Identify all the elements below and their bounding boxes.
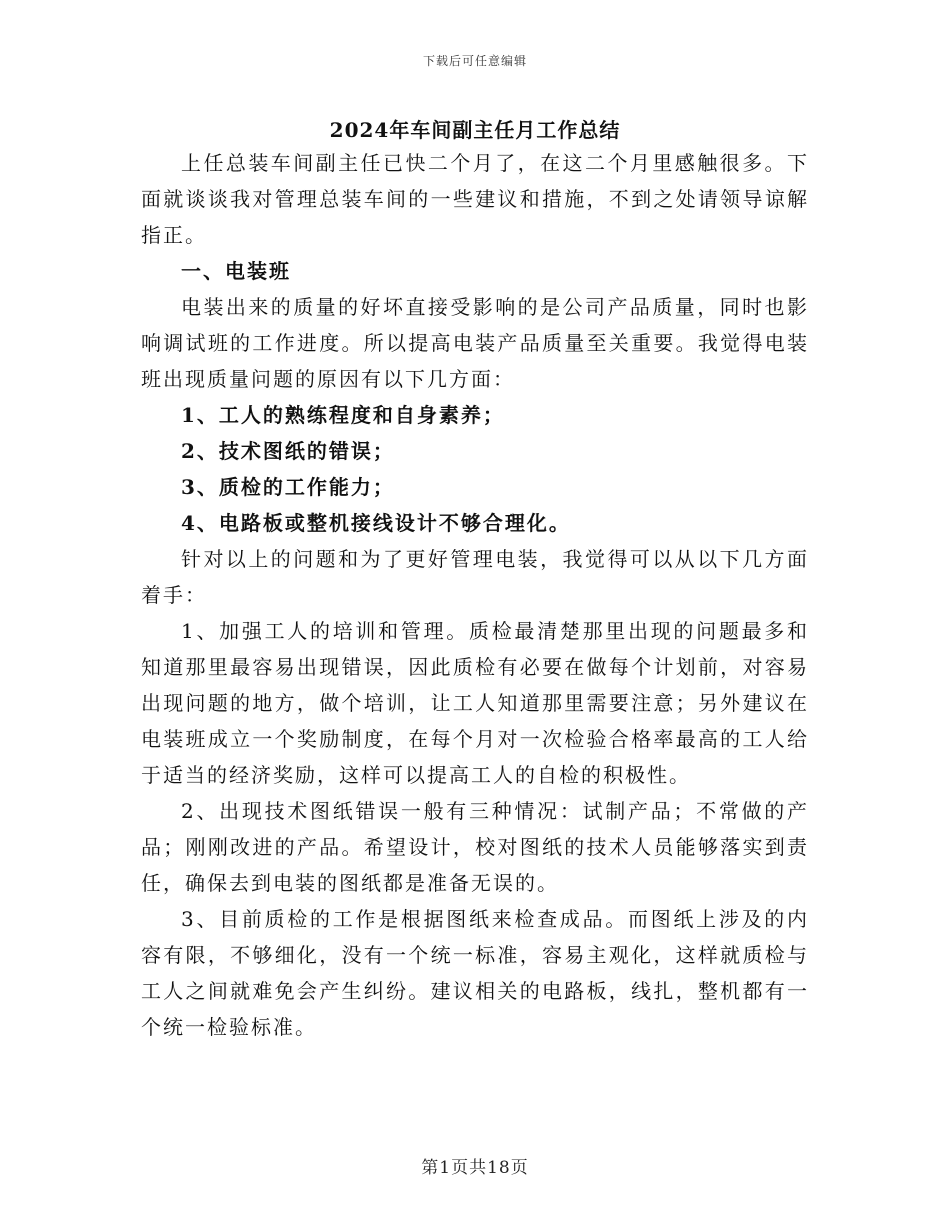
measure-item-2: 2、出现技术图纸错误一般有三种情况：试制产品；不常做的产品；刚刚改进的产品。希望设计，校对图纸的技术人员能够落实到责任，确保去到电装的图纸都是准备无误的。 (141, 799, 809, 895)
cause-item-2: 2、技术图纸的错误； (181, 439, 395, 463)
cause-item-3: 3、质检的工作能力； (181, 475, 395, 499)
paragraph-quality-impact: 电装出来的质量的好坏直接受影响的是公司产品质量，同时也影响调试班的工作进度。所以提高电装产品质量至关重要。我觉得电装班出现质量问题的原因有以下几方面： (141, 295, 809, 391)
document-title: 2024年车间副主任月工作总结 (329, 118, 621, 142)
cause-item-1: 1、工人的熟练程度和自身素养； (181, 403, 505, 427)
measure-item-3: 3、目前质检的工作是根据图纸来检查成品。而图纸上涉及的内容有限，不够细化，没有一个统一标准，容易主观化，这样就质检与工人之间就难免会产生纠纷。建议相关的电路板，线扎，整机都有一个统一检验标准。 (141, 907, 809, 1039)
page-number: 第1页共18页 (421, 1158, 529, 1178)
section-heading-electrical-team: 一、电装班 (181, 259, 291, 283)
document-body (141, 145, 809, 1045)
paragraph-measures-intro: 针对以上的问题和为了更好管理电装，我觉得可以从以下几方面着手： (141, 547, 809, 607)
paragraph-intro: 上任总装车间副主任已快二个月了，在这二个月里感触很多。下面就谈谈我对管理总装车间的一些建议和措施，不到之处请领导谅解指正。 (141, 151, 809, 247)
measure-item-1: 1、加强工人的培训和管理。质检最清楚那里出现的问题最多和知道那里最容易出现错误，因此质检有必要在做每个计划前，对容易出现问题的地方，做个培训，让工人知道那里需要注意；另外建议在电装班成立一个奖励制度，在每个月对一次检验合格率最高的工人给于适当的经济奖励，这样可以提高工人的自检的积极性。 (141, 619, 809, 787)
cause-item-4: 4、电路板或整机接线设计不够合理化。 (181, 511, 571, 535)
header-note: 下载后可任意编辑 (422, 54, 527, 68)
